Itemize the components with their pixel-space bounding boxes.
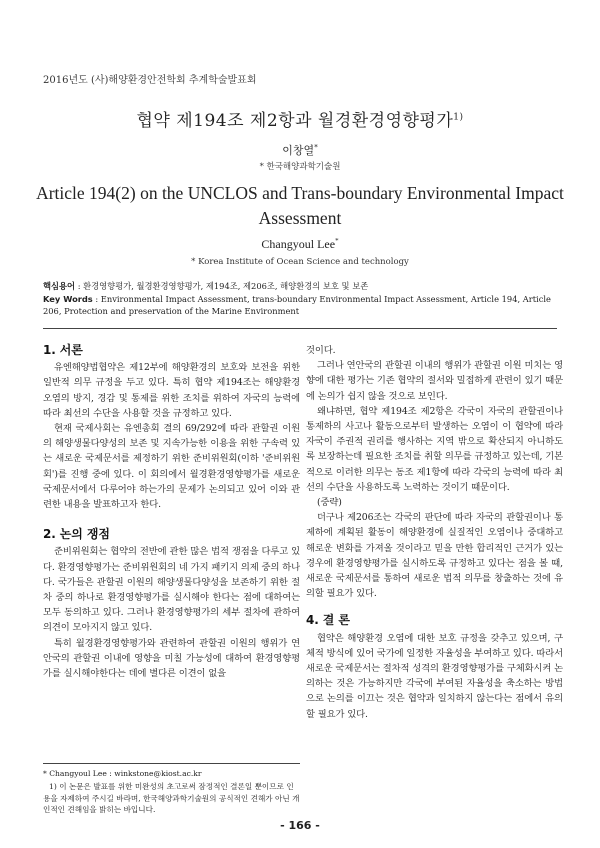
section1-paragraph2: 현재 국제사회는 유엔총회 결의 69/292에 따라 관할권 이원의 해양생물다양성의 보존 및 지속가능한 이용을 위한 구속력 있는 새로운 국제문서를 제정하기 위한 준비위원회(이하 '준비위원회')를 진행 중에 있다. 이 회의에서 월경환경영향평가를 새로운 국제문서에서 다루어야 하는가의 문제가 논의되고 있어 이와 관련한 내용을 발표하고자 한다. (43, 423, 300, 511)
right-paragraph-continuation: 것이다. (306, 345, 336, 356)
affiliation-english: * Korea Institute of Ocean Science and technology (191, 257, 409, 267)
keywords-en-label: Key Words (43, 294, 93, 304)
author-korean (0, 142, 600, 158)
paper-title-korean (0, 106, 600, 131)
keywords-ko-text: : 환경영향평가, 월경환경영향평가, 제194조, 제206조, 해양환경의 보호 및 보존 (75, 281, 369, 291)
section2-paragraph2: 특히 월경환경영향평가와 관련하여 관할권 이원의 행위가 연안국의 관할권 이내에 영향을 미칠 가능성에 대하여 환경영향평가를 실시해야한다는 데에 별다른 이견이 없을 (43, 637, 300, 680)
section3-heading: 4. 결 론 (306, 613, 350, 628)
omission-marker: (중략) (317, 497, 342, 509)
section2-paragraph1: 준비위원회는 협약의 전반에 관한 많은 법적 쟁점을 다루고 있다. 환경영향평가는 준비위원회의 네 가지 패키지 의제 중의 하나다. 국가들은 관할권 이원의 해양생물다양성을 보존하기 위한 절차 중의 하나로 환경영향평가를 실시해야 한다는 점에 대하여는 모두 동의하고 있다. 그러나 환경영향평가의 세부 절차에 관하여 의견이 모아지지 않고 있다. (43, 546, 300, 634)
section1-heading: 1. 서론 (43, 343, 83, 357)
author-en-name: Changyoul Lee (261, 237, 336, 251)
right-paragraph3: 왜냐하면, 협약 제194조 제2항은 각국이 자국의 관할권이나 통제하의 사고나 활동으로부터 발생하는 오염이 이 협약에 따라 자국이 주권적 권리를 행사하는 지역 밖으로 확산되지 아니하도록 보장하는데 필요한 조치를 취할 의무를 규정하고 있는데, 기본적으로 이러한 의무는 동조 제1항에 따라 각국의 능력에 따라 최선의 수단을 사용하도록 노력하는 것이기 때문이다. (306, 405, 563, 493)
title-en-line2: Assessment (258, 208, 342, 228)
left-column (43, 343, 300, 681)
author-ko-name: 이창열 (282, 144, 315, 157)
keywords-korean (43, 281, 563, 293)
affiliation-korean: * 한국해양과학기술원 (259, 162, 341, 172)
footnote-email: * Changyoul Lee : winkstone@kiost.ac.kr (43, 769, 202, 778)
footnote-divider (43, 763, 300, 764)
paper-title-english (0, 181, 600, 231)
keywords-ko-label: 핵심용어 (43, 281, 76, 291)
keywords-english (43, 294, 563, 317)
header-divider (43, 328, 557, 329)
page-number: - 166 - (280, 819, 320, 832)
section1-paragraph1: 유엔해양법협약은 제12부에 해양환경의 보호와 보전을 위한 일반적 의무 규정을 두고 있다. 특히 협약 제194조는 해양환경 오염의 방지, 경감 및 통제를 위한 조치를 위하여 자국의 능력에 따라 최선의 수단을 사용할 것을 규정하고 있다. (43, 362, 300, 419)
title-footnote-marker: 1) (453, 112, 464, 123)
right-paragraph2: 그러나 연안국의 관할권 이내의 행위가 관할권 이원 미치는 영향에 대한 평가는 기존 협약의 절서와 밀접하게 관련이 있기 때문에 논의가 쉽지 않을 것으로 보인다. (306, 360, 563, 402)
section2-heading: 2. 논의 쟁점 (43, 527, 110, 542)
right-column (306, 343, 563, 722)
title-ko-text: 협약 제194조 제2항과 월경환경영향평가 (136, 111, 454, 131)
right-paragraph4: 더구나 제206조는 각국의 판단에 따라 자국의 관할권이나 통제하에 계획된 활동이 해양환경에 실질적인 오염이나 중대하고 해로운 변화를 가져올 것이라고 믿을 만한 합리적인 근거가 있는 경우에 환경영향평가를 실시하도록 규정하고 있다는 점을 볼 때, 새로운 국제문서를 통하여 새로운 법적 의무를 창출하는 것에 유의할 필요가 있다. (306, 512, 563, 600)
section3-paragraph1: 협약은 해양환경 오염에 대한 보호 규정을 갖추고 있으며, 구체적 방식에 있어 국가에 일정한 자율성을 부여하고 있다. 따라서 새로운 국제문서는 절차적 성격의 환경영향평가를 구체화시켜 논의하는 것은 가능하지만 각국에 부여된 자율성을 축소하는 방법으로 논의를 이끄는 것은 협약과 일치하지 않는다는 점에서 유의할 필요가 있다. (306, 632, 563, 720)
keywords-en-text: : Environmental Impact Assessment, trans-boundary Environmental Impact Assessment, Article 194, Article 206, Protection and preservation of the Marine Environment (43, 294, 551, 316)
author-english (0, 237, 600, 252)
footnote-disclaimer: 1) 이 논문은 발표를 위한 미완성의 초고로써 잠정적인 결론일 뿐이므로 인용을 자제하여 주시길 바라며, 한국해양과학기술원의 공식적인 견해가 아닌 개인적인 견해임을 밝히는 바입니다. (43, 782, 300, 814)
author-ko-marker: * (314, 143, 318, 152)
conference-header: 2016년도 (사)해양환경안전학회 추계학술발표회 (43, 75, 257, 86)
title-en-line1: Article 194(2) on the UNCLOS and Trans-boundary Environmental Impact (36, 183, 564, 203)
author-en-marker: * (335, 237, 339, 245)
